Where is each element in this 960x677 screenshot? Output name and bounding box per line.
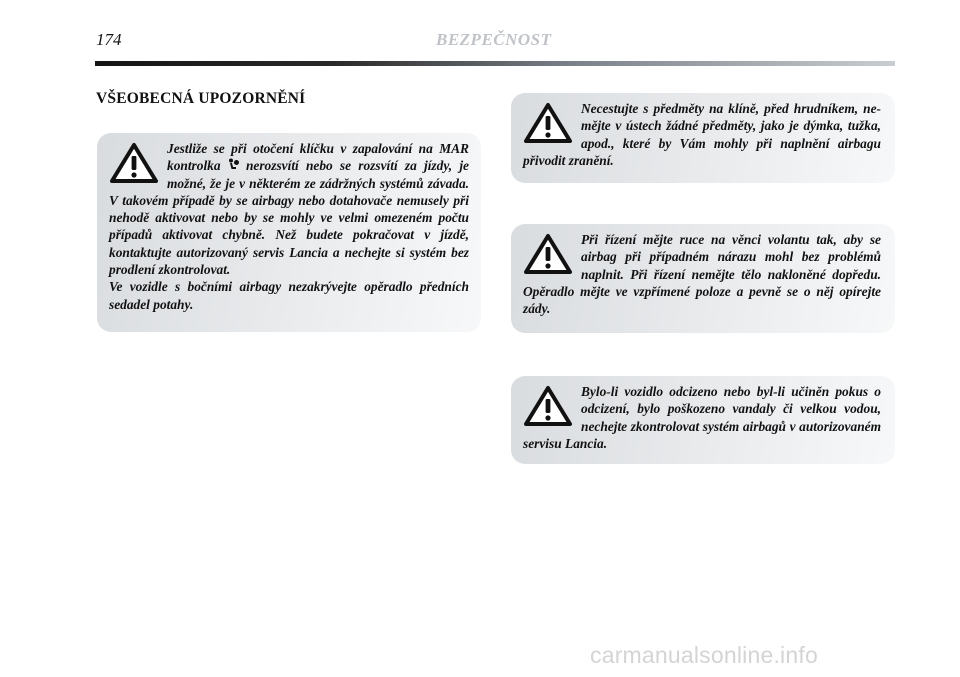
running-title: BEZPEČNOST (436, 30, 552, 49)
warning-text-part: Jestliže se při otočení klíčku v zapalování na MAR kontrolka (167, 141, 469, 174)
header-rule (95, 61, 895, 66)
warning-box-ignition (97, 133, 481, 332)
page-number: 174 (96, 30, 122, 49)
warning-text-part: nerozsvítí nebo se rozsvítí za jízdy, je možné, že je v některém ze zádržných systémů závada. V takovém případě by se airbagy nebo dotahovače nemusely při nehodě aktivovat nebo by se mohly ve velmi omezeném počtu případů aktivovat chybně. Než budete pokračovat v jízdě, kontaktujte autorizovaný servis Lancia a nechejte si systém bez prodlení zkontrolovat. (109, 158, 469, 278)
airbag-warning-light-icon (228, 158, 239, 173)
warning-text: Při řízení mějte ruce na věnci volantu tak, aby se airbag při případném nárazu mohl bez problémů naplnit. Při řízení nemějte tělo nakloněné dopředu. Opěradlo mějte ve vzpřímené poloze a pevně se o něj opírejte zády. (523, 232, 881, 317)
warning-triangle-icon (523, 233, 575, 275)
section-title: VŠEOBECNÁ UPOZORNĚNÍ (96, 90, 306, 107)
warning-text: Necestujte s předměty na klíně, před hrudníkem, ne- mějte v ústech žádné předměty, jako je dýmka, tužka, apod., které by Vám mohly při naplnění airbagu přivodit zranění. (523, 101, 881, 168)
watermark: carmanualsonline.info (590, 642, 818, 668)
warning-text (109, 140, 469, 313)
warning-triangle-icon (523, 385, 575, 427)
warning-triangle-icon (109, 142, 161, 184)
warning-box-objects (511, 93, 895, 183)
warning-box-theft (511, 376, 895, 464)
warning-triangle-icon (523, 102, 575, 144)
warning-text: Bylo-li vozidlo odcizeno nebo byl-li učiněn pokus o odcizení, bylo poškozeno vandaly či velkou vodou, nechejte zkontrolovat systém airbagů v autorizovaném servisu Lancia. (523, 384, 881, 451)
warning-text-part: Ve vozidle s bočními airbagy nezakrývejte opěradlo předních sedadel potahy. (109, 279, 469, 312)
warning-box-steering (511, 224, 895, 333)
